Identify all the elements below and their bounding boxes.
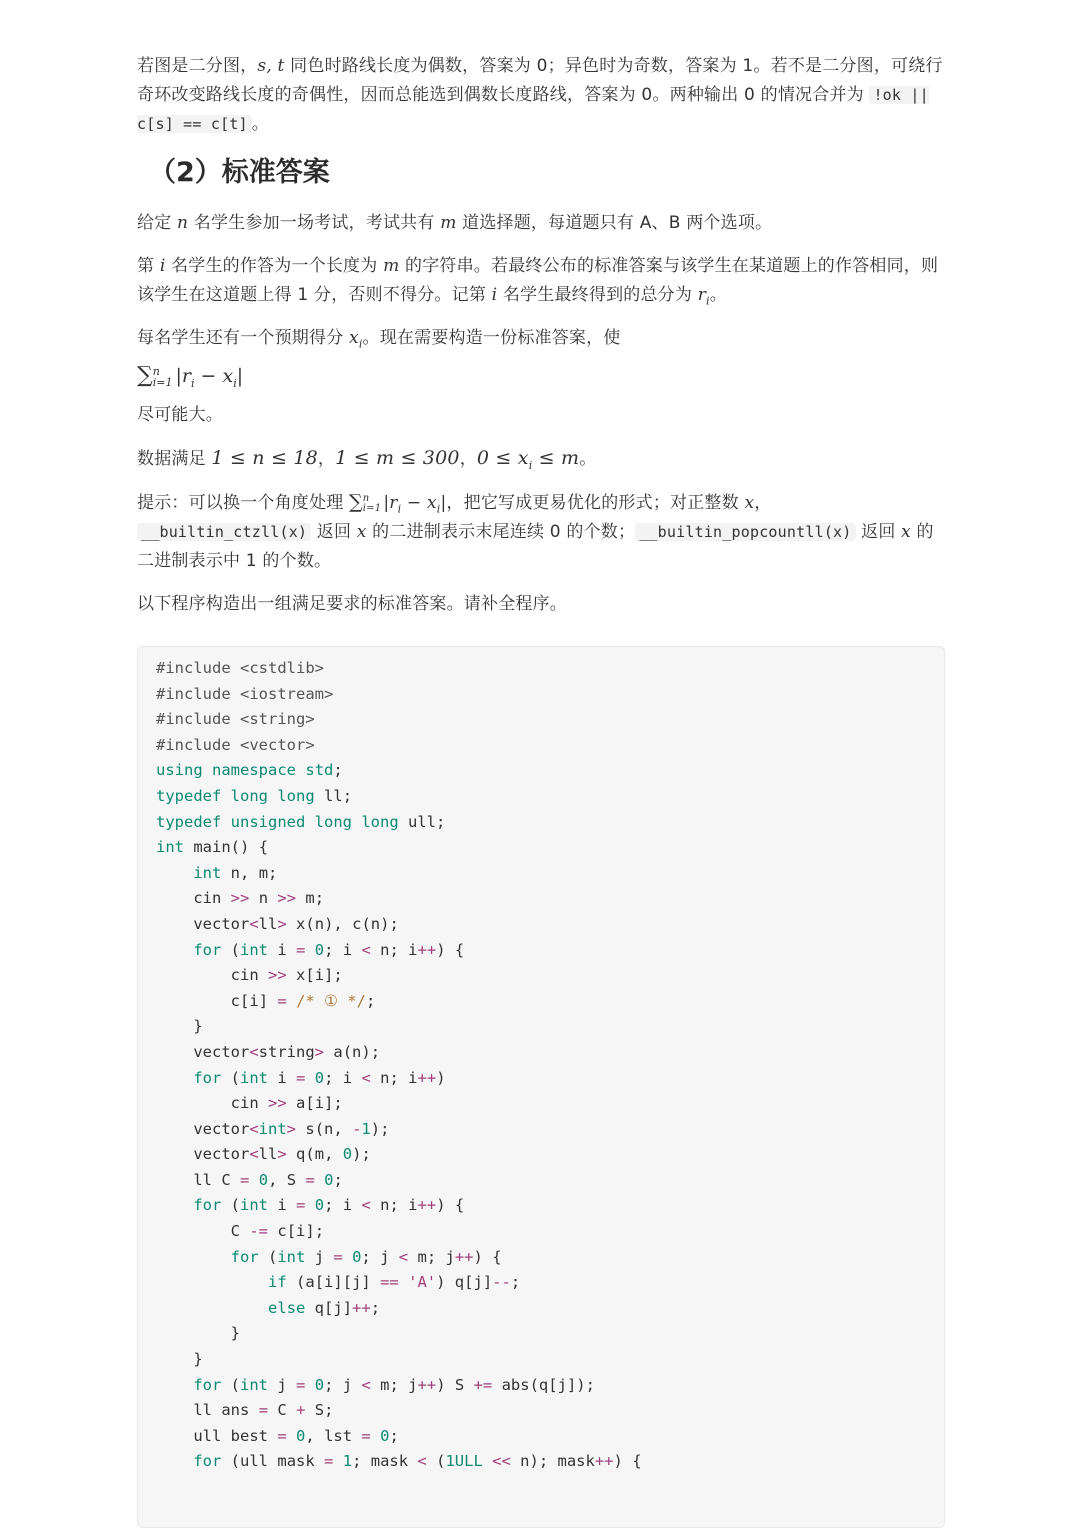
code-line: cin >> n >> m; bbox=[193, 889, 325, 908]
math-abs-r: |r bbox=[383, 493, 398, 513]
text: 。现在需要构造一份标准答案，使 bbox=[362, 328, 621, 348]
math-constraint-x bbox=[476, 447, 580, 472]
sum-sign: ∑ bbox=[349, 491, 363, 513]
sum-lower: i=1 bbox=[152, 376, 173, 389]
code-line: #include <cstdlib> bbox=[156, 659, 324, 677]
math-n: n bbox=[177, 213, 189, 233]
code-line: cin >> a[i]; bbox=[230, 1094, 343, 1113]
math-subscript: i bbox=[358, 337, 363, 351]
code-line: } bbox=[193, 1017, 203, 1036]
code-line: #include <vector> bbox=[156, 735, 315, 754]
text: 的二进制表示末尾连续 0 的个数； bbox=[366, 522, 636, 542]
code-line: for (int i = 0; i < n; i++) { bbox=[193, 940, 465, 959]
document-body bbox=[137, 52, 945, 633]
math-i: i bbox=[159, 256, 166, 276]
text: 的二进制表示中 1 的个数。 bbox=[137, 522, 934, 571]
inline-code-ctzll: __builtin_ctzll(x) bbox=[137, 523, 311, 541]
sum-upper: n bbox=[362, 492, 370, 504]
math-text: ≤ m bbox=[532, 447, 580, 469]
code-line: } bbox=[193, 1350, 203, 1369]
text: 。 bbox=[251, 114, 269, 134]
code-line: for (int j = 0; j < m; j++) S += abs(q[j]); bbox=[193, 1375, 595, 1394]
paragraph-maximize: 尽可能大。 bbox=[137, 405, 223, 425]
sum-upper: n bbox=[152, 365, 160, 378]
math-m: m bbox=[383, 256, 400, 276]
math-constraint-m: 1 ≤ m ≤ 300 bbox=[335, 447, 460, 469]
paragraph-bipartite-answer bbox=[137, 52, 945, 139]
paragraph-expected-score bbox=[137, 324, 945, 353]
code-line: vector<ll> q(m, 0); bbox=[193, 1145, 371, 1164]
math-x: x bbox=[901, 522, 911, 542]
inline-code-condition: !ok || c[s] == c[t] bbox=[137, 86, 929, 133]
code-line: for (int i = 0; i < n; i++) { bbox=[193, 1196, 465, 1215]
text: 每名学生还有一个预期得分 bbox=[137, 328, 350, 348]
math-subscript: i bbox=[397, 502, 402, 516]
text: 的字符串。若最终公布的标准答案与该学生在某道题上的作答相同，则该学生在这道题上得 1 分，否则不得分。记第 bbox=[137, 256, 939, 305]
code-line: ll ans = C + S; bbox=[193, 1401, 334, 1420]
math-subscript: i bbox=[436, 502, 441, 516]
math-abs-close: | bbox=[236, 365, 244, 387]
code-line: int n, m; bbox=[193, 863, 278, 882]
math-r-i bbox=[697, 285, 710, 308]
section-title: （2）标准答案 bbox=[149, 157, 330, 188]
code-line: if (a[i][j] == 'A') q[j]--; bbox=[267, 1273, 521, 1292]
code-line: int main() { bbox=[156, 838, 269, 857]
formula-inline-sum bbox=[349, 491, 447, 516]
code-line: vector<string> a(n); bbox=[193, 1042, 381, 1061]
text: 名学生最终得到的总分为 bbox=[497, 285, 698, 305]
math-x: x bbox=[356, 522, 367, 542]
sum-limits bbox=[363, 494, 382, 514]
math-text: 0 ≤ x bbox=[476, 447, 529, 469]
code-line: for (ull mask = 1; mask < (1ULL << n); mask++) { bbox=[193, 1452, 642, 1471]
text: 数据满足 bbox=[137, 449, 212, 469]
code-line: ull best = 0, lst = 0; bbox=[193, 1426, 399, 1445]
text: 道选择题，每道题只有 A、B 两个选项。 bbox=[456, 213, 773, 233]
math-minus-x: − x bbox=[194, 365, 234, 387]
text: 。 bbox=[579, 449, 597, 469]
text: 给定 bbox=[137, 213, 178, 233]
math-constraint-n: 1 ≤ n ≤ 18 bbox=[211, 447, 318, 469]
code-line: vector<ll> x(n), c(n); bbox=[193, 914, 399, 933]
text: ，把它写成更易优化的形式；对正整数 bbox=[446, 493, 745, 513]
math-subscript: i bbox=[706, 294, 710, 308]
code-line: else q[j]++; bbox=[267, 1298, 381, 1317]
math-subscript: i bbox=[528, 458, 533, 472]
math-subscript: i bbox=[190, 376, 195, 390]
code-content bbox=[138, 647, 944, 1475]
math-abs-r: |r bbox=[175, 365, 191, 387]
text: 返回 bbox=[855, 522, 902, 542]
code-line: cin >> x[i]; bbox=[230, 966, 343, 985]
paragraph-constraints bbox=[137, 444, 945, 474]
text: 。 bbox=[709, 285, 727, 305]
text: 名学生的作答为一个长度为 bbox=[165, 256, 384, 276]
code-line: c[i] = /* ① */; bbox=[230, 991, 376, 1010]
math-s-t: s, t bbox=[257, 56, 285, 76]
code-line: for (int j = 0; j < m; j++) { bbox=[230, 1247, 502, 1266]
sum-lower: i=1 bbox=[362, 502, 382, 514]
math-i: i bbox=[491, 285, 498, 305]
math-abs-close: | bbox=[440, 493, 447, 513]
sum-limits bbox=[153, 366, 173, 388]
math-minus-x: − x bbox=[401, 493, 437, 513]
code-line: vector<int> s(n, -1); bbox=[193, 1119, 390, 1138]
paragraph-problem-intro bbox=[137, 209, 945, 238]
math-x-i bbox=[349, 328, 363, 351]
math-r: r bbox=[697, 285, 707, 305]
text: ， bbox=[754, 493, 772, 513]
paragraph-program-intro: 以下程序构造出一组满足要求的标准答案。请补全程序。 bbox=[137, 594, 567, 614]
math-x: x bbox=[744, 493, 755, 513]
text: 提示：可以换一个角度处理 bbox=[137, 493, 350, 513]
sum-sign: ∑ bbox=[137, 363, 153, 388]
code-line: typedef long long ll; bbox=[156, 786, 353, 805]
text: 同色时路线长度为偶数，答案为 0；异色时为奇数，答案为 1。若不是二分图，可绕行奇环改变路线长度的奇偶性，因而总能选到偶数长度路线，答案为 0。两种输出 0 的情况合并为 bbox=[137, 56, 943, 105]
code-line: } bbox=[230, 1324, 240, 1343]
text: ， bbox=[317, 449, 336, 469]
code-line: #include <iostream> bbox=[156, 684, 334, 703]
math-m: m bbox=[440, 213, 457, 233]
math-subscript: i bbox=[233, 376, 237, 390]
paragraph-hint bbox=[137, 488, 945, 576]
formula-sum-abs bbox=[137, 361, 945, 391]
code-block bbox=[137, 646, 945, 1528]
text: 返回 bbox=[311, 522, 357, 542]
math-x: x bbox=[349, 328, 359, 348]
text: ， bbox=[459, 449, 477, 469]
code-line: #include <string> bbox=[156, 710, 315, 729]
code-line: using namespace std; bbox=[156, 761, 343, 780]
paragraph-scoring bbox=[137, 252, 945, 310]
code-line: typedef unsigned long long ull; bbox=[156, 812, 446, 831]
code-line: C -= c[i]; bbox=[230, 1222, 325, 1241]
text: 第 bbox=[137, 256, 160, 276]
inline-code-popcountll: __builtin_popcountll(x) bbox=[635, 523, 855, 541]
code-line: ll C = 0, S = 0; bbox=[193, 1170, 343, 1189]
text: 若图是二分图， bbox=[137, 56, 258, 76]
text: 名学生参加一场考试，考试共有 bbox=[188, 213, 441, 233]
code-line: for (int i = 0; i < n; i++) bbox=[193, 1068, 446, 1087]
